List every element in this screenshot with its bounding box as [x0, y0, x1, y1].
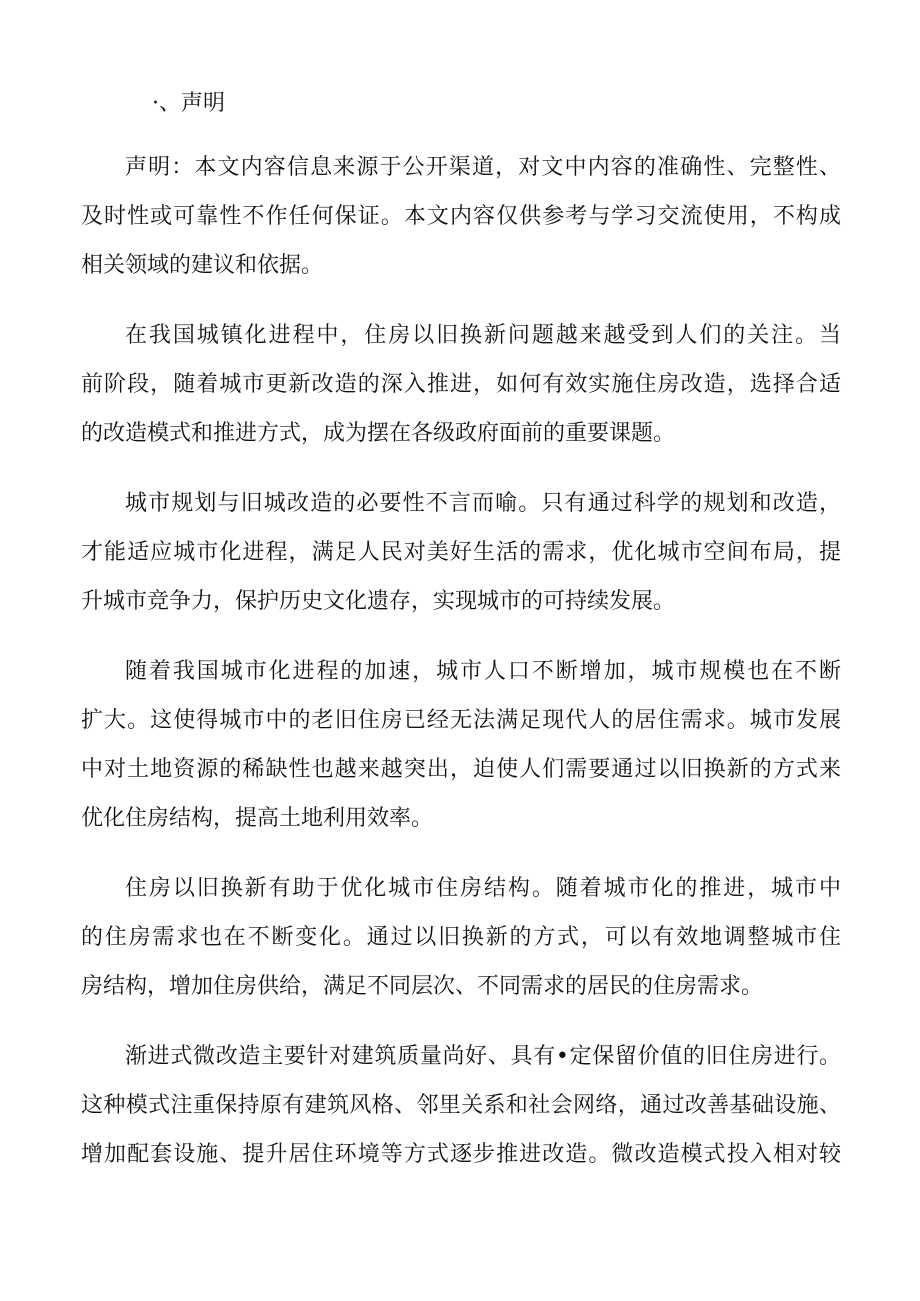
paragraph-3-line-1: 城市规划与旧城改造的必要性不言而喻。只有通过科学的规划和改造，: [125, 491, 841, 516]
paragraph-6-line-2: 这种模式注重保持原有建筑风格、邻里关系和社会网络，通过改善基础设施、: [81, 1093, 841, 1118]
paragraph-4-line-2: 扩大。这使得城市中的老旧住房已经无法满足现代人的居住需求。城市发展: [81, 708, 841, 733]
paragraph-6-line-1: 渐进式微改造主要针对建筑质量尚好、具有•定保留价值的旧住房进行。: [125, 1044, 841, 1069]
paragraph-5-line-1: 住房以旧换新有助于优化城市住房结构。随着城市化的推进，城市中: [125, 876, 841, 901]
paragraph-2-line-1: 在我国城镇化进程中，住房以旧换新问题越来越受到人们的关注。当: [125, 323, 841, 348]
section-heading: ·、声明: [152, 91, 225, 116]
paragraph-1-line-1: 声明：本文内容信息来源于公开渠道，对文中内容的准确性、完整性、: [125, 155, 841, 180]
paragraph-2-line-2: 前阶段，随着城市更新改造的深入推进，如何有效实施住房改造，选择合适: [81, 372, 841, 397]
paragraph-1-line-2: 及时性或可靠性不作任何保证。本文内容仅供参考与学习交流使用，不构成: [81, 204, 841, 229]
paragraph-5-line-2: 的住房需求也在不断变化。通过以旧换新的方式，可以有效地调整城市住: [81, 925, 841, 950]
paragraph-2-line-3: 的改造模式和推进方式，成为摆在各级政府面前的重要课题。: [81, 421, 676, 446]
paragraph-6-line-3: 增加配套设施、提升居住环境等方式逐步推进改造。微改造模式投入相对较: [81, 1142, 841, 1167]
paragraph-4-line-4: 优化住房结构，提高土地利用效率。: [81, 806, 434, 831]
paragraph-1-line-3: 相关领域的建议和依据。: [81, 253, 324, 278]
paragraph-4-line-3: 中对土地资源的稀缺性也越来越突出，迫使人们需要通过以旧换新的方式来: [81, 757, 841, 782]
paragraph-4-line-1: 随着我国城市化进程的加速，城市人口不断增加，城市规模也在不断: [125, 659, 841, 684]
paragraph-5-line-3: 房结构，增加住房供给，满足不同层次、不同需求的居民的住房需求。: [81, 974, 764, 999]
paragraph-3-line-2: 才能适应城市化进程，满足人民对美好生活的需求，优化城市空间布局，提: [81, 540, 841, 565]
paragraph-3-line-3: 升城市竞争力，保护历史文化遗存，实现城市的可持续发展。: [81, 589, 676, 614]
